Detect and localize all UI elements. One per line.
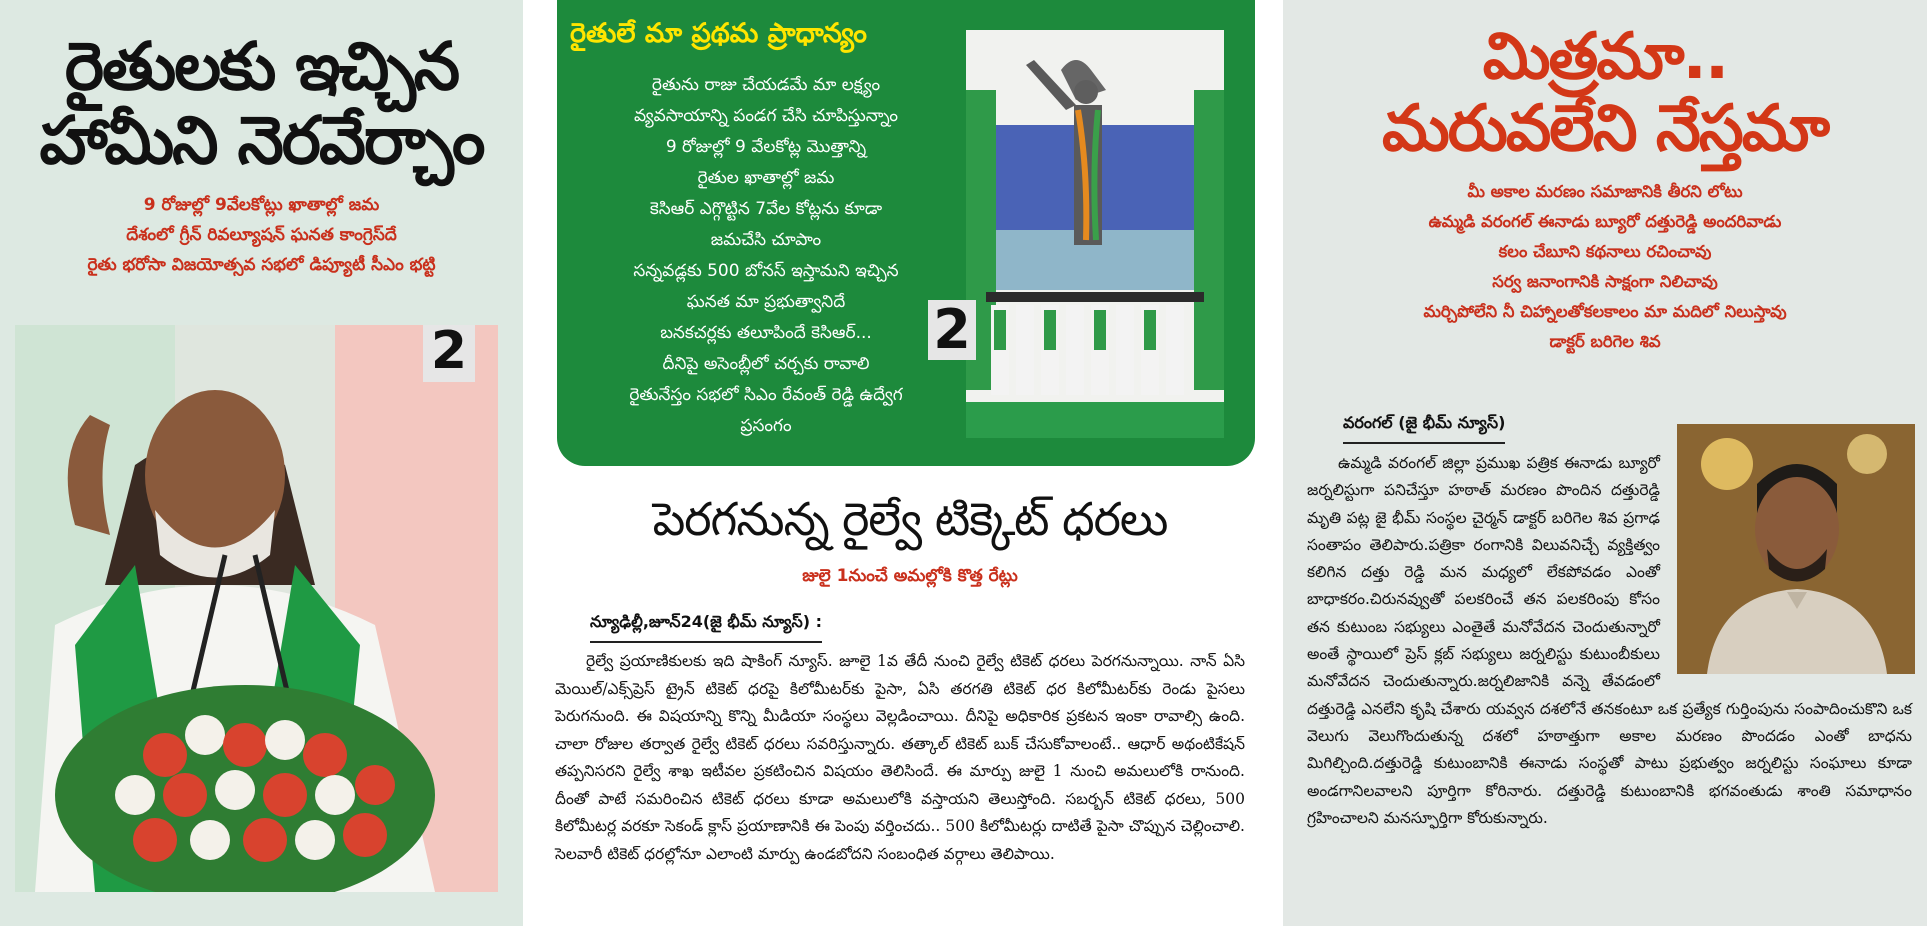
photo-number-badge: 2 [928,300,976,360]
rail-body-text: రైల్వే ప్రయాణికులకు ఇది షాకింగ్ న్యూస్. జూలై 1వ తేదీ నుంచి రైల్వే టికెట్ ధరలు పెరగనున్నాయి. నాన్ ఏసి మెయిల్/ఎక్స్‌ప్రెస్ ట్రైన్ టికెట్ ధర‌పై కిలోమీటర్‌కు పైసా, ఏసి తరగతి టికెట్ ధర కిలోమీటర్‌కు రెండు పైసలు పెరుగనుంది. ఈ విషయాన్ని కొన్ని మీడియా సంస్థలు వెల్లడించాయి. దీనిపై అధికారిక ప్రకటన ఇంకా రావాల్సి ఉంది. చాలా రోజుల తర్వాత రైల్వే టికెట్ ధరలు సవరిస్తున్నారు. తత్కాల్ టికెట్ బుక్ చేసుకోవాలంటే.. ఆధార్ అథంటికేషన్ తప్పనిసరని రైల్వే శాఖ ఇటీవల ప్రకటించిన విషయం తెలిసిందే. ఈ మార్పు జులై 1 నుంచి అమలులోకి రానుంది. దీంతో పాటే సమరించిన టికెట్ ధరలు కూడా అమలులోకి వస్తాయని తెలుస్తోంది. సబర్బన్ టికెట్ ధరలు, 500 కిలోమీటర్ల వరకూ సెకండ్ క్లాస్ ప్రయాణానికి ఈ పెంపు వర్తించదు.. 500 కిలోమీటర్లు దాటితే పైసా చొప్పున చెల్లించాలి. సెలవారీ టికెట్ ధరల్లోనూ ఎలాంటి మార్పు ఉండబోదని సంబంధిత వర్గాలు తెలిపాయి. [555,652,1245,863]
cm-speech-line: ఘనత మా ప్రభుత్వానిదే [686,292,846,312]
left-headline-line1: రైతులకు ఇచ్చిన [64,28,459,105]
cm-speech-line: వ్యవసాయాన్ని పండగ చేసి చూపిస్తున్నాం [634,106,898,126]
obituary-subhead: డాక్టర్ బరిగెల శివ [1549,332,1661,352]
obituary-body-text: ఉమ్మడి వరంగల్ జిల్లా ప్రముఖ పత్రిక ఈనాడు బ్యూరో జర్నలిస్టుగా పనిచేస్తూ హఠాత్ మరణం పొందిన దత్తురెడ్డి మృతి పట్ల జై భీమ్ సంస్థల చైర్మన్ డాక్టర్ బరిగెల శివ ప్రగాఢ సంతాపం తెలిపారు.పత్రికా రంగానికి విలువనిచ్చే వ్యక్తిత్వం కలిగిన దత్తు రెడ్డి మన మధ్యలో లేకపోవడం ఎంతో బాధాకరం.చిరునవ్వుతో పలకరించే తన పలకరింపు కోసం తన కుటుంబ సభ్యులు ఎంతైతే మనోవేదన చెందుతున్నారో అంతే స్థాయిలో ప్రెస్ క్లబ్ సభ్యులు జర్నలిస్టు కుటుంబీకులు మనోవేదన చెందుతున్నారు.జర్నలిజానికి వన్నె తేవడంలో దత్తురెడ్డి ఎనలేని కృషి చేశారు యవ్వన దశలోనే తనకంటూ ఒక ప్రత్యేక గుర్తింపును సంపాదించుకొని ఒక వెలుగు వెలుగొందుతున్న దశలో హఠాత్తుగా అకాల మరణం పొందడం ఎంతో బాధను మిగిల్చింది.దత్తురెడ్డి కుటుంబానికి ఈనాడు సంస్థతో పాటు ప్రభుత్వం జర్నలిస్టు సంఘాలు కూడా అండగానిలవాలని పూర్తిగా కోరినారు. దత్తురెడ్డి కుటుంబానికి భగవంతుడు శాంతి సమాధానం గ్రహించాలని మనస్ఫూర్తిగా కోరుకున్నారు. [1307,454,1912,827]
rail-headline: పెరగనున్న రైల్వే టిక్కెట్ ధరలు [652,492,1168,546]
obituary-subhead: మర్చిపోలేని నీ చిహ్నాలతోకలకాలం మా మదిలో నిలుస్తావు [1423,302,1787,322]
cm-speech-line: కెసిఆర్ ఎగ్గొట్టిన 7వేల కోట్లను కూడా [649,199,883,219]
left-subheads [0,190,523,280]
deputy-cm-photo [15,325,498,892]
left-subhead: 9 రోజుల్లో 9వేలకోట్లు ఖాతాల్లో జమ [143,194,380,215]
statue-stage-photo [966,30,1224,438]
cm-speech-line: రైతునేస్తం సభలో సిఎం రేవంత్ రెడ్డి ఉద్వేగ [629,385,903,405]
statue-stage-illustration [966,30,1224,438]
cm-speech-title: రైతులే మా ప్రథమ ప్రాధాన్యం [570,18,867,49]
obituary-subhead: సర్వ జనాంగానికి సాక్షంగా నిలిచావు [1492,272,1718,292]
cm-speech-line: రైతుల ఖాతాల్లో జమ [697,168,835,188]
cm-speech-line: సన్నవడ్లకు 500 బోనస్ ఇస్తామని ఇచ్చిన [633,261,899,281]
dr-barigela-siva-portrait [1677,424,1915,674]
left-headline-line2: హామీని నెరవేర్చాం [39,101,484,179]
obituary-dateline: వరంగల్ (జై భీమ్ న్యూస్) [1343,413,1505,444]
cm-speech-line: దీనిపై అసెంబ్లీలో చర్చకు రావాలి [662,354,870,374]
obituary-subhead: మీ అకాల మరణం సమాజానికి తీరని లోటు [1467,182,1743,202]
photo-number-badge: 2 [423,325,475,382]
cm-speech-line: జమచేసి చూపాం [710,230,822,250]
cm-speech-line: రైతును రాజు చేయడమే మా లక్ష్యం [651,75,881,95]
cm-speech-line: బనకచర్లకు తలూపిందే కెసిఆర్... [660,323,872,343]
obituary-headline [1283,22,1927,165]
portrait-illustration [1677,424,1915,674]
obituary-subhead: కలం చేబూని కథనాలు రచించావు [1498,242,1712,262]
obituary-headline-line2: మరువలేని నేస్తమా [1381,91,1828,166]
rail-subhead: జులై 1నుంచే అమల్లోకి కొత్త రేట్లు [802,566,1018,586]
cm-speech-lines [580,70,952,442]
cm-speech-line: ప్రసంగం [740,416,792,436]
cm-speech-line: 9 రోజుల్లో 9 వేలకోట్ల మొత్తాన్ని [665,137,867,157]
left-subhead: రైతు భరోసా విజయోత్సవ సభలో డిప్యూటీ సీఎం భట్టి [87,254,436,275]
left-headline [0,30,523,178]
left-subhead: దేశంలో గ్రీన్ రివల్యూషన్ ఘనత కాంగ్రెస్‌దే [126,224,397,245]
obituary-subheads [1283,177,1927,357]
deputy-cm-illustration [15,325,498,892]
rail-body [555,648,1245,868]
obituary-headline-line1: మిత్రమా.. [1482,20,1728,94]
rail-dateline: న్యూఢిల్లీ,జూన్24(జై భీమ్ న్యూస్) : [590,612,822,643]
obituary-subhead: ఉమ్మడి వరంగల్ ఈనాడు బ్యూరో దత్తురెడ్డి అందరివాడు [1428,212,1782,232]
